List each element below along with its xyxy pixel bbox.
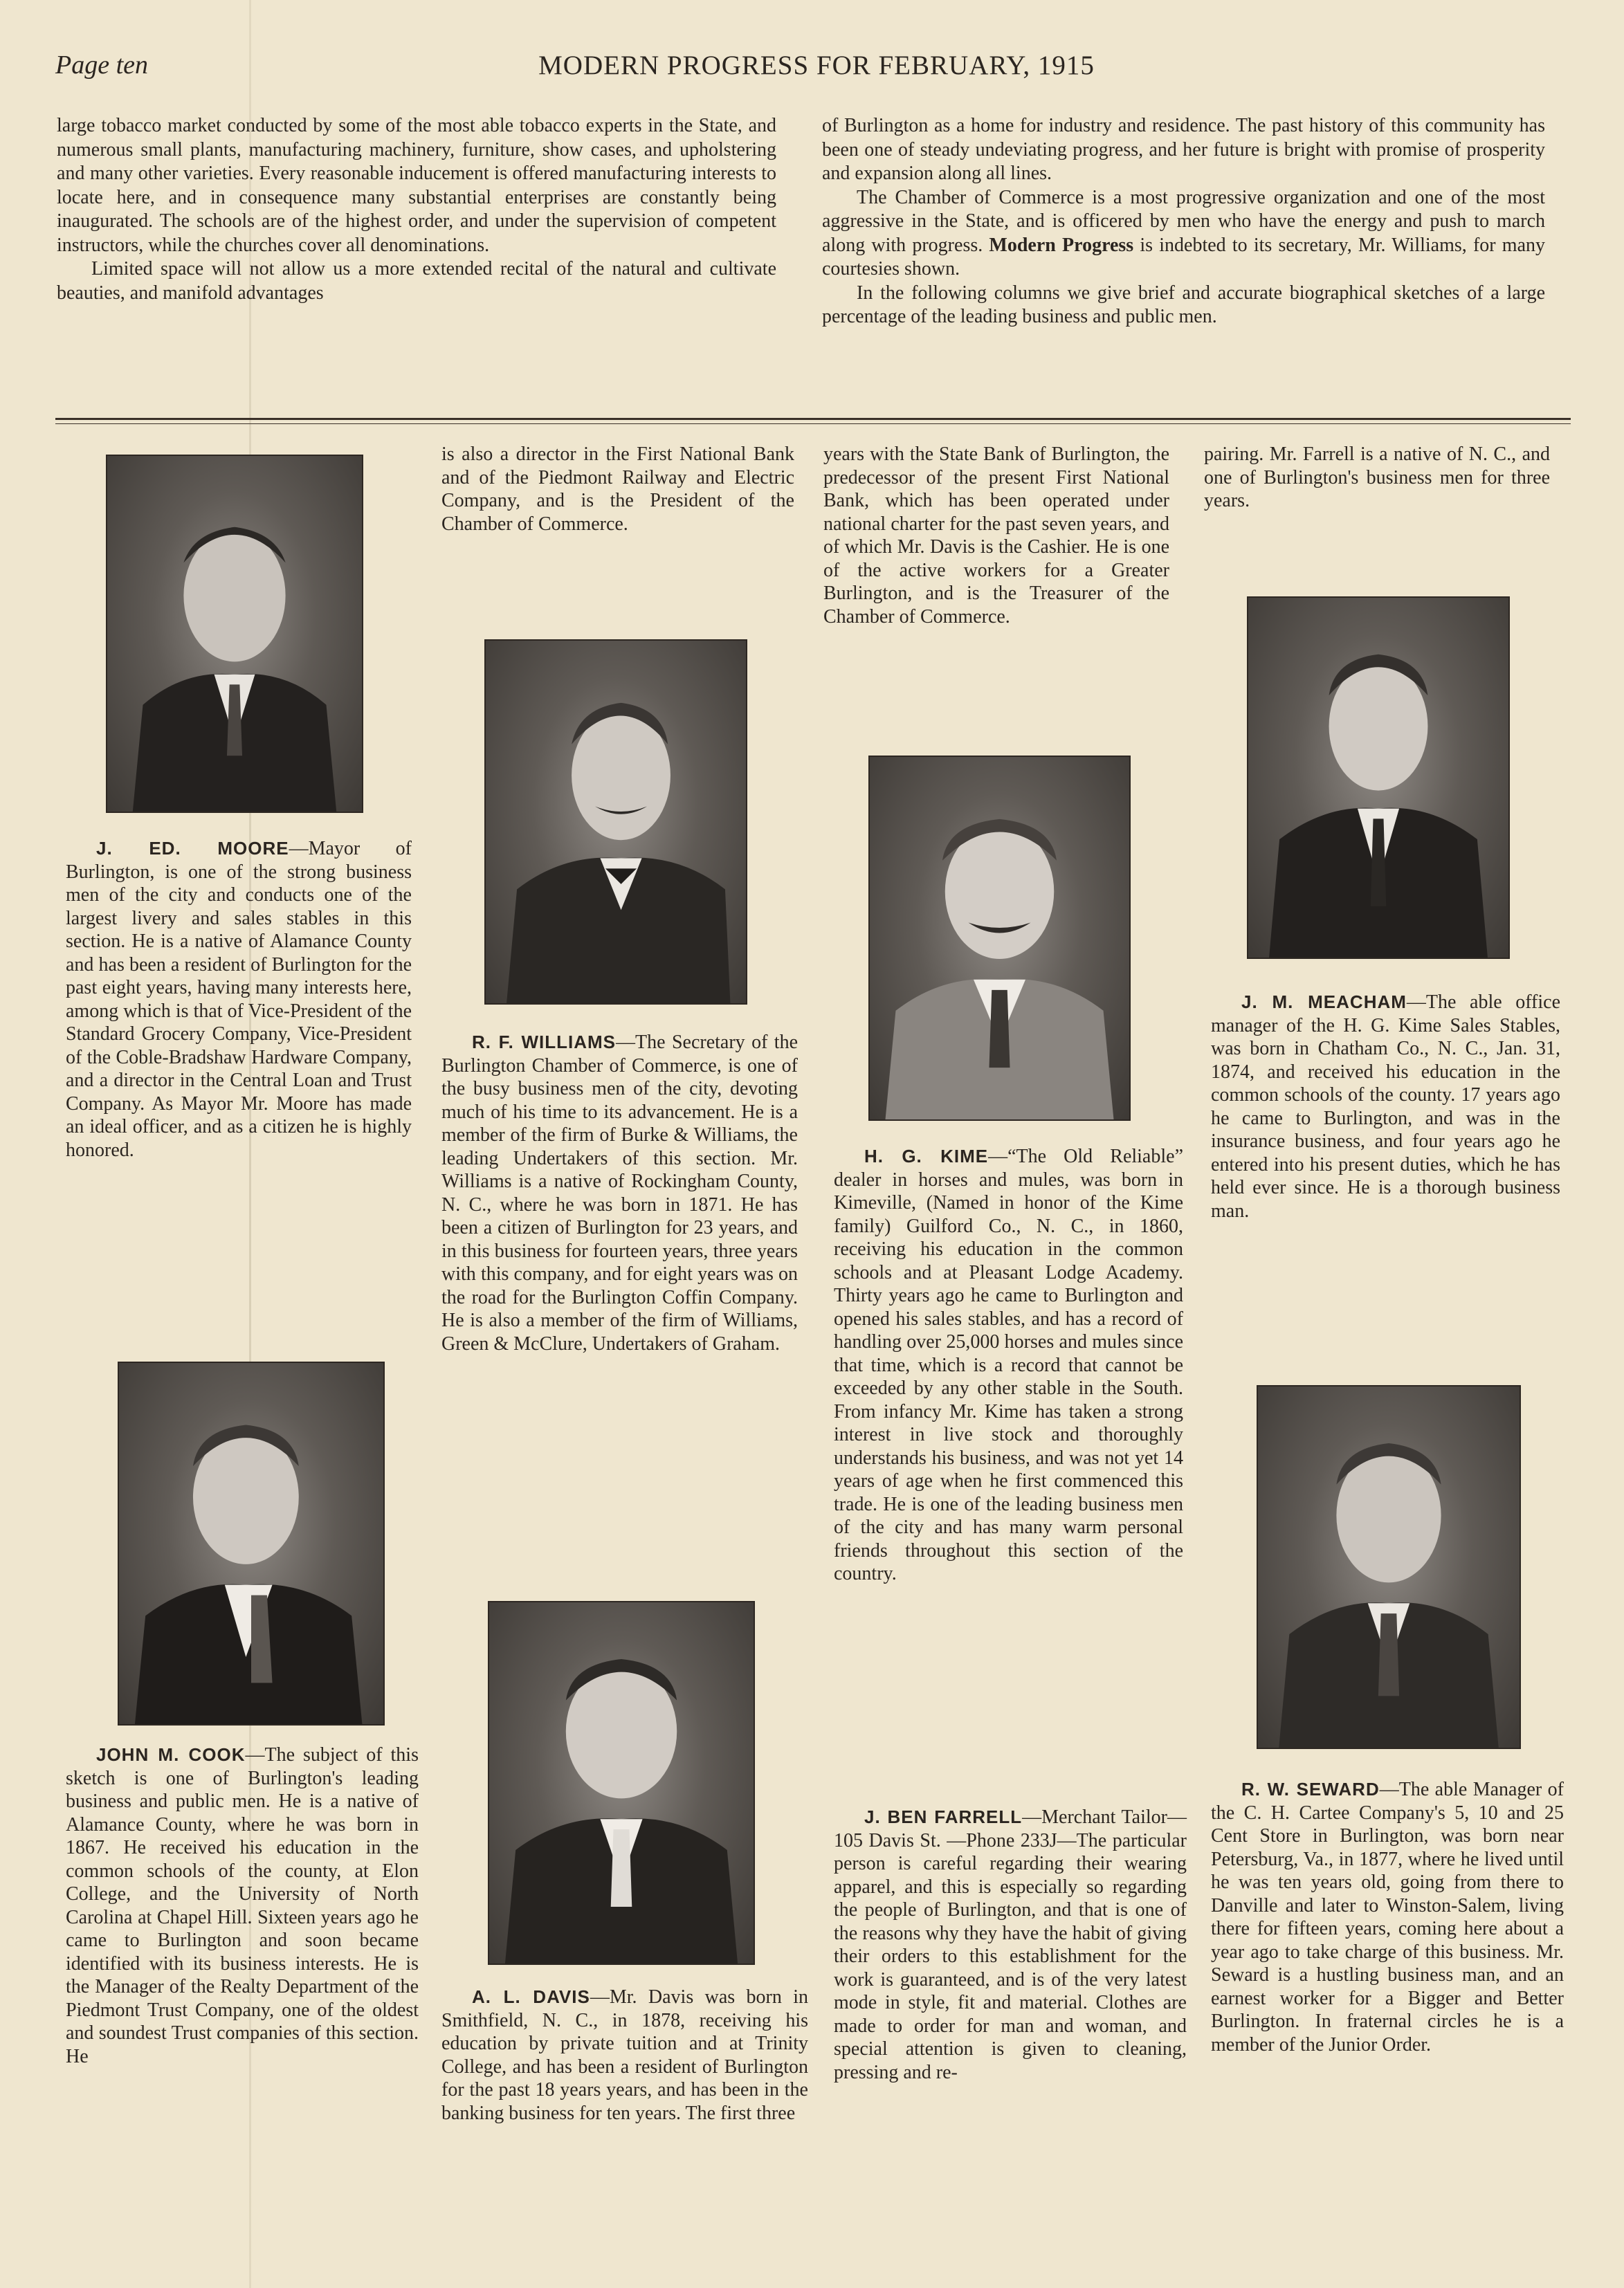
intro-left-column: [57, 114, 776, 305]
bio-name: R. F. WILLIAMS: [472, 1032, 617, 1052]
bio-davis-continued: [823, 443, 1169, 628]
bio-name: J. M. MEACHAM: [1241, 991, 1407, 1012]
bio-cook: [66, 1744, 419, 2068]
bio-text: —“The Old Reliable” dealer in horses and mules, was born in Kimeville, (Named in honor of the Kime family) Guilford Co., N. C., in 1860, receiving his education in the common schools and at Pleasant Lodge Academy. Thirty years ago he came to Burlington and opened his sales stables, and has a record of handling over 25,000 horses and mules since that time, which is a record that cannot be exceeded by any other stable in the South. From infancy Mr. Kime has taken a strong interest in live stock and thoroughly understands his business, and was not yet 14 years of age when he first commenced this trade. He is one of the leading business men of the city and has many warm personal friends throughout this section of the country.: [834, 1146, 1183, 1584]
bio-name: J. BEN FARRELL: [864, 1806, 1023, 1827]
intro-paragraph: [822, 186, 1545, 282]
intro-text: is indebted to its secretary, Mr. Williams, for many courtesies shown.: [822, 234, 1545, 280]
bio-name: A. L. DAVIS: [472, 1986, 590, 2007]
bio-cook-continued: [441, 443, 794, 536]
bio-text: —The Secretary of the Burlington Chamber of Commerce, is one of the busy business men of the city, devoting much of his time to its advancement. He is a member of the firm of Burke & Williams, the leading Undertakers of this section. Mr. Williams is a native of Rockingham County, N. C., where he was born in 1871. He has been a citizen of Burlington for 23 years, and in this business for fourteen years, three years with this company, and for eight years was on the road for the Burlington Coffin Company. He is also a member of the firm of Williams, Green & McClure, Undertakers of Graham.: [441, 1032, 798, 1355]
portrait-kime: [868, 756, 1131, 1121]
bio-seward: [1211, 1778, 1564, 2056]
bio-davis: [441, 1986, 808, 2125]
bio-meacham: [1211, 991, 1560, 1223]
section-divider: [55, 423, 1571, 424]
intro-text: The Chamber of Commerce is a most progressive organization and one of the most aggressive in the State, and is officered by men who have the energy and push to march along with progress.: [822, 186, 1545, 256]
bio-text: —The subject of this sketch is one of Burlington's leading business and public men. He is a native of Alamance County, where he was born in 1867. He received his education in the common schools of the county, at Elon College, and the University of North Carolina at Chapel Hill. Sixteen years ago he came to Burlington and soon became identified with its business interests. He is the Manager of the Realty Department of the Piedmont Trust Company, one of the oldest and soundest Trust companies of this section. He: [66, 1744, 419, 2067]
publication-name: Modern Progress: [989, 234, 1134, 256]
page-header: [55, 50, 1578, 91]
bio-text: —Merchant Tailor—105 Davis St. —Phone 233J—The particular person is careful regarding their wearing apparel, and this is especially so regarding the people of Burlington, and that is one of the reasons why they have the habit of giving their orders to this establishment for the work is guaranteed, and is of the very latest mode in style, fit and material. Clothes are made to order for man and woman, and special attention is given to cleaning, pressing and re-: [834, 1806, 1187, 2083]
masthead-title: MODERN PROGRESS FOR FEBRUARY, 1915: [538, 51, 1095, 80]
bio-name: R. W. SEWARD: [1241, 1779, 1380, 1800]
portrait-seward: [1257, 1385, 1521, 1749]
bio-name: J. ED. MOORE: [96, 838, 289, 859]
intro-paragraph: of Burlington as a home for industry and residence. The past history of this community has been one of steady undeviating progress, and her future is bright with promise of prosperity and expansion along all lines.: [822, 115, 1545, 184]
portrait-cook: [118, 1362, 385, 1726]
intro-paragraph: large tobacco market conducted by some of the most able tobacco experts in the State, and numerous small plants, manufacturing machinery, furniture, show cases, and upholstering and many other varieties. Every reasonable inducement is offered manufacturing interests to locate here, and in consequence many substantial enterprises are constantly being inaugurated. The schools are of the highest order, and under the supervision of competent instructors, while the churches cover all denominations.: [57, 115, 776, 256]
bio-name: H. G. KIME: [864, 1146, 989, 1166]
intro-right-column: [822, 114, 1545, 329]
bio-farrell-continued: [1204, 443, 1550, 513]
bio-text: —The able Manager of the C. H. Cartee Company's 5, 10 and 25 Cent Store in Burlington, was born near Petersburg, Va., in 1877, where he lived until he was ten years old, going from there to Danville and later to Winston-Salem, living there for fifteen years, coming here about a year ago to take charge of this business. Mr. Seward is a hustling business man, and an earnest worker for a Bigger and Better Burlington. In fraternal circles he is a member of the Junior Order.: [1211, 1779, 1564, 2056]
intro-paragraph: In the following columns we give brief and accurate biographical sketches of a large percentage of the leading business and public men.: [822, 282, 1545, 327]
bio-name: JOHN M. COOK: [96, 1744, 246, 1765]
bio-williams: [441, 1031, 798, 1355]
bio-text: pairing. Mr. Farrell is a native of N. C., and one of Burlington's business men for three years.: [1204, 443, 1550, 511]
portrait-davis: [488, 1601, 755, 1965]
portrait-moore: [106, 455, 363, 813]
bio-farrell: [834, 1806, 1187, 2084]
bio-text: —Mayor of Burlington, is one of the strong business men of the city and conducts one of the largest livery and sales stables in this section. He is a native of Alamance County and has been a resident of Burlington for the past eight years, having many interests here, among which is that of Vice-President of the Standard Grocery Company, Vice-President of the Coble-Bradshaw Hardware Company, and a director in the Central Loan and Trust Company. As Mayor Mr. Moore has made an ideal officer, and as a citizen he is highly honored.: [66, 838, 412, 1161]
bio-text: years with the State Bank of Burlington, the predecessor of the present First National Bank, which has been operated under national charter for the past seven years, and of which Mr. Davis is the Cashier. He is one of the active workers for a Greater Burlington, and is the Treasurer of the Chamber of Commerce.: [823, 443, 1169, 628]
page-number: Page ten: [55, 51, 149, 80]
bio-text: —The able office manager of the H. G. Kime Sales Stables, was born in Chatham Co., N. C., Jan. 31, 1874, and received his education in the common schools of the county. 17 years ago he came to Burlington, and was in the insurance business, and four years ago he entered into his present duties, which he has held ever since. He is a thorough business man.: [1211, 991, 1560, 1222]
bio-moore: [66, 837, 412, 1162]
section-divider: [55, 418, 1571, 420]
portrait-meacham: [1247, 596, 1510, 959]
portrait-williams: [484, 639, 747, 1005]
bio-text: is also a director in the First National Bank and of the Piedmont Railway and Electric Company, and is the President of the Chamber of Commerce.: [441, 443, 794, 535]
bio-kime: [834, 1145, 1183, 1586]
intro-paragraph: Limited space will not allow us a more extended recital of the natural and cultivate beauties, and manifold advantages: [57, 258, 776, 304]
bio-text: —Mr. Davis was born in Smithfield, N. C., in 1878, receiving his education by private tuition and at Trinity College, and has been a resident of Burlington for the past 18 years years, and has been in the banking business for ten years. The first three: [441, 1986, 808, 2124]
